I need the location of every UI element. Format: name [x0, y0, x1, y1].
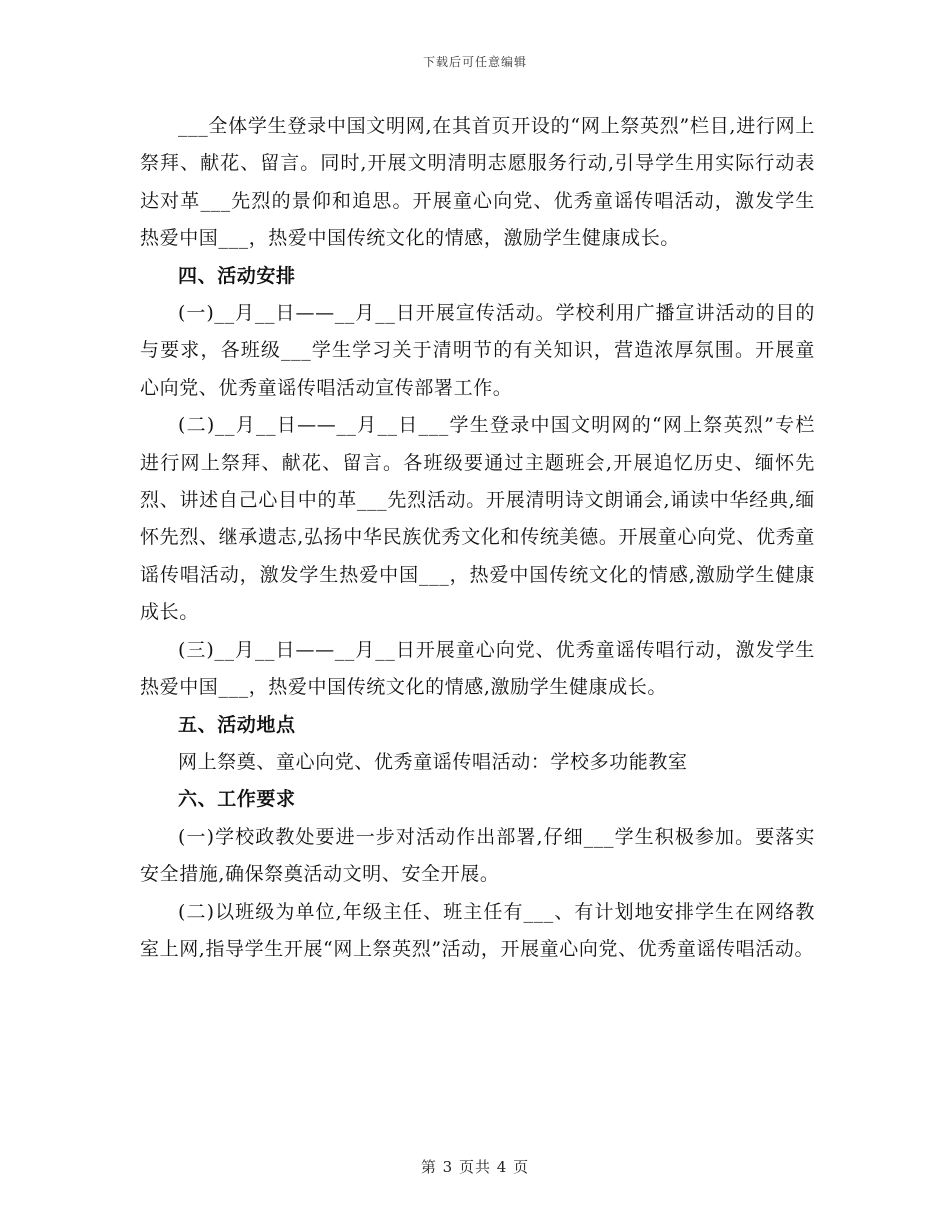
- paragraph-location: 网上祭奠、童心向党、优秀童谣传唱活动：学校多功能教室: [178, 750, 688, 773]
- section-heading-work-requirements: 六、工作要求: [178, 788, 296, 811]
- page-header: 下载后可任意编辑: [422, 55, 527, 69]
- paragraph-requirement-1: (一)学校政教处要进一步对活动作出部署,仔细___学生积极参加。要落实安全措施,确保祭奠活动文明、安全开展。: [140, 825, 815, 886]
- paragraph-requirement-2: (二)以班级为单位,年级主任、班主任有___、有计划地安排学生在网络教室上网,指导学生开展“网上祭英烈”活动，开展童心向党、优秀童谣传唱活动。: [140, 900, 815, 960]
- section-heading-activity-schedule: 四、活动安排: [178, 264, 296, 287]
- paragraph-online-memorial: ___全体学生登录中国文明网,在其首页开设的“网上祭英烈”栏目,进行网上祭拜、献花、留言。同时,开展文明清明志愿服务行动,引导学生用实际行动表达对革___先烈的景仰和追思。开展童心向党、优秀童谣传唱活动，激发学生热爱中国___，热爱中国传统文化的情感，激励学生健康成长。: [140, 115, 815, 250]
- section-heading-activity-location: 五、活动地点: [178, 713, 296, 736]
- page-number: 第 3 页共 4 页: [420, 1158, 530, 1176]
- document-body: [140, 108, 815, 968]
- paragraph-schedule-2: (二)__月__日——__月__日___学生登录中国文明网的“网上祭英烈”专栏进行网上祭拜、献花、留言。各班级要通过主题班会,开展追忆历史、缅怀先烈、讲述自己心目中的革___先烈活动。开展清明诗文朗诵会,诵读中华经典,缅怀先烈、继承遗志,弘扬中华民族优秀文化和传统美德。开展童心向党、优秀童谣传唱活动，激发学生热爱中国___，热爱中国传统文化的情感,激励学生健康成长。: [140, 414, 815, 624]
- paragraph-schedule-1: (一)__月__日——__月__日开展宣传活动。学校利用广播宣讲活动的目的与要求，各班级___学生学习关于清明节的有关知识，营造浓厚氛围。开展童心向党、优秀童谣传唱活动宣传部署工作。: [140, 302, 815, 399]
- paragraph-schedule-3: (三)__月__日——__月__日开展童心向党、优秀童谣传唱行动，激发学生热爱中国___，热爱中国传统文化的情感,激励学生健康成长。: [140, 638, 815, 699]
